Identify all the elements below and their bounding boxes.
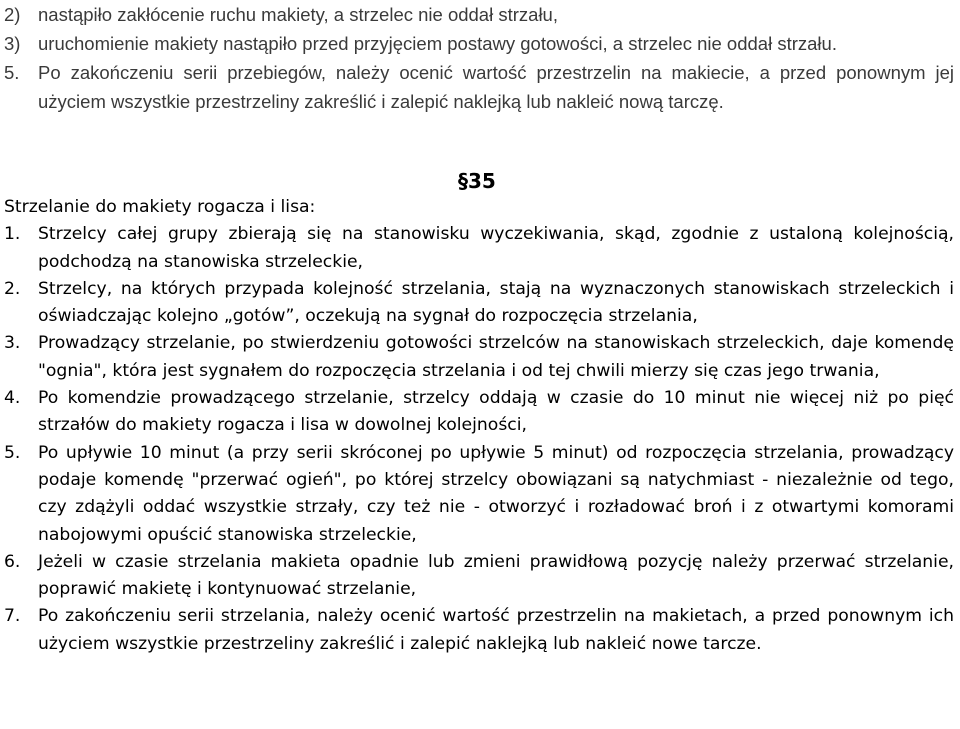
sub-item-2 xyxy=(4,0,954,29)
list-item-text: Prowadzący strzelanie, po stwierdzeniu gotowości strzelców na stanowiskach strzeleckich, daje komendę "ognia", która jest sygnałem do rozpoczęcia strzelania i od tej chwili mierzy się czas jego trwania, xyxy=(38,333,954,381)
list-item-number: 5. xyxy=(4,442,21,463)
list-item-number: 1. xyxy=(4,224,21,245)
list-item-number: 6. xyxy=(4,551,21,572)
list-item-number: 4. xyxy=(4,388,21,409)
list-item xyxy=(4,603,954,658)
list-item-text: Jeżeli w czasie strzelania makieta opadnie lub zmieni prawidłową pozycję należy przerwać strzelanie, poprawić makietę i kontynuować strzelanie, xyxy=(38,551,954,600)
list-item xyxy=(4,221,954,276)
list-item-text: Po zakończeniu serii przebiegów, należy ocenić wartość przestrzelin na makiecie, a przed ponownym jej użyciem wszystkie przestrzeliny zakreślić i zalepić naklejką lub nakleić nową tarczę. xyxy=(38,62,954,112)
list-item xyxy=(4,276,954,331)
sub-item-text: nastąpiło zakłócenie ruchu makiety, a strzelec nie oddał strzału, xyxy=(38,4,558,25)
list-item-text: Po zakończeniu serii strzelania, należy ocenić wartość przestrzelin na makietach, a przed ponownym ich użyciem wszystkie przestrzeliny zakreślić i zalepić naklejką lub nakleić nowe tarcze. xyxy=(38,606,954,654)
list-item-number: 7. xyxy=(4,606,21,627)
list-item xyxy=(4,549,954,604)
list-item xyxy=(4,385,954,440)
sub-item-text: uruchomienie makiety nastąpiło przed przyjęciem postawy gotowości, a strzelec nie oddał strzału. xyxy=(38,33,837,54)
sub-item-number: 2) xyxy=(4,4,21,25)
section-35-body xyxy=(4,194,954,658)
list-item xyxy=(4,330,954,385)
list-item-text: Po upływie 10 minut (a przy serii skróconej po upływie 5 minut) od rozpoczęcia strzelania, prowadzący podaje komendę "przerwać ogień", po której strzelcy obowiązani są natychmiast - niezależnie od tego, czy zdążyli oddać wszystkie strzały, czy też nie - otworzyć i rozładować broń i z otwartymi komorami nabojowymi opuścić stanowiska strzeleckie, xyxy=(38,442,954,545)
sub-item-3 xyxy=(4,29,954,58)
list-item-5-previous xyxy=(4,58,954,116)
section-heading: §35 xyxy=(458,169,496,193)
sub-item-number: 3) xyxy=(4,33,21,54)
section-intro: Strzelanie do makiety rogacza i lisa: xyxy=(4,197,316,217)
list-item-text: Strzelcy całej grupy zbierają się na stanowisku wyczekiwania, skąd, zgodnie z ustaloną kolejnością, podchodzą na stanowiska strzeleckie, xyxy=(38,224,954,272)
list-item-number: 3. xyxy=(4,333,21,354)
list-item-number: 2. xyxy=(4,278,21,299)
list-item-text: Strzelcy, na których przypada kolejność strzelania, stają na wyznaczonych stanowiskach strzeleckich i oświadczając kolejno „gotów”, oczekują na sygnał do rozpoczęcia strzelania, xyxy=(38,278,954,327)
list-item xyxy=(4,440,954,549)
list-item-text: Po komendzie prowadzącego strzelanie, strzelcy oddają w czasie do 10 minut nie więcej niż po pięć strzałów do makiety rogacza i lisa w dowolnej kolejności, xyxy=(38,388,954,436)
list-item-number: 5. xyxy=(4,62,20,83)
previous-section-continuation xyxy=(4,0,954,116)
